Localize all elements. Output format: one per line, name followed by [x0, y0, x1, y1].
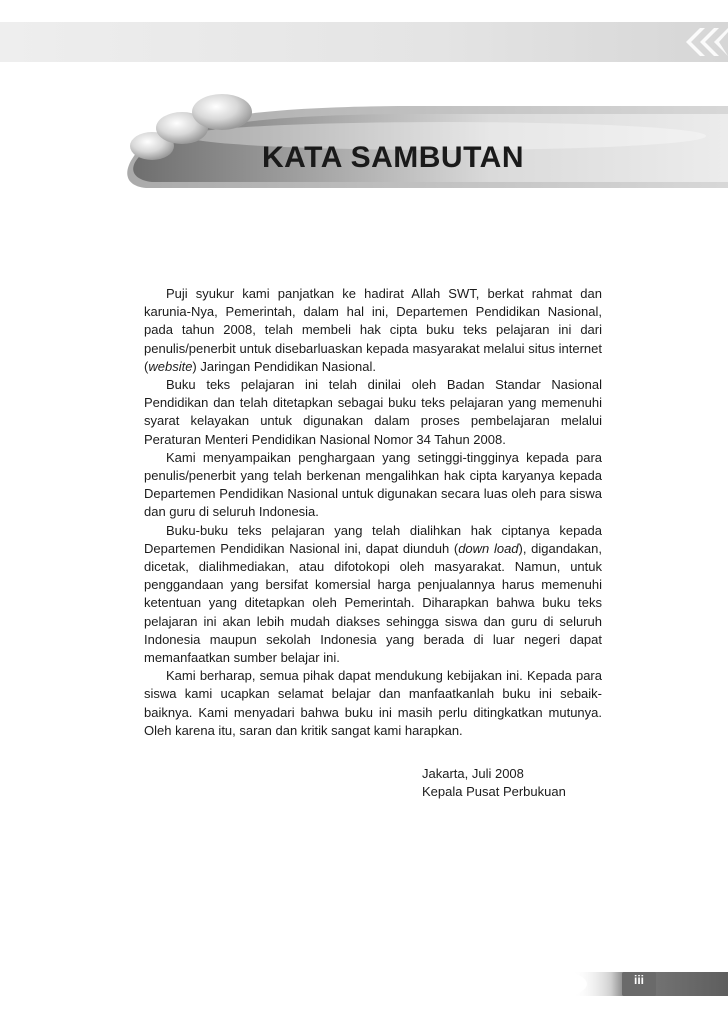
top-band-decoration	[0, 22, 728, 62]
paragraph: Kami menyampaikan penghargaan yang setinggi-tingginya kepada para penulis/penerbit yang telah berkenan mengalihkan hak cipta karyanya kepada Departemen Pendidikan Nasional untuk digunakan secara luas oleh para siswa dan guru di seluruh Indonesia.	[144, 449, 602, 520]
paragraph-text: Puji syukur kami panjatkan ke hadirat Allah SWT, berkat rahmat dan karunia-Nya, Pemerintah, dalam hal ini, Departemen Pendidikan Nasional, pada tahun 2008, telah membeli hak cipta buku teks pelajaran ini dari penulis/penerbit untuk disebarluaskan kepada masyarakat melalui situs internet (	[144, 286, 602, 374]
paragraph	[144, 285, 602, 376]
emphasis-text: down load	[458, 540, 519, 556]
foreword-body	[144, 285, 602, 740]
signature-place-date: Jakarta, Juli 2008	[422, 766, 524, 781]
paragraph-text: ) Jaringan Pendidikan Nasional.	[192, 358, 376, 374]
paragraph	[144, 522, 602, 668]
page-number: iii	[633, 973, 644, 987]
emphasis-text: website	[148, 358, 193, 374]
paragraph: Kami berharap, semua pihak dapat mendukung kebijakan ini. Kepada para siswa kami ucapkan selamat belajar dan manfaatkanlah buku ini sebaik-baiknya. Kami menyadari bahwa buku ini masih perlu ditingkatkan mutunya. Oleh karena itu, saran dan kritik sangat kami harapkan.	[144, 668, 602, 738]
signature-position: Kepala Pusat Perbukuan	[422, 784, 566, 800]
signature-block	[422, 765, 566, 802]
paragraph-text: ), digandakan, dicetak, dialihmediakan, atau difotokopi oleh masyarakat. Namun, untuk penggandaan yang bersifat komersial harga penjualannya harus memenuhi ketentuan yang ditetapkan oleh Pemerintah. Diharapkan bahwa buku teks pelajaran ini akan lebih mudah diakses sehingga siswa dan guru di seluruh Indonesia maupun sekolah Indonesia yang berada di luar negeri dapat memanfaatkan sumber belajar ini.	[144, 540, 602, 666]
paragraph: Buku teks pelajaran ini telah dinilai oleh Badan Standar Nasional Pendidikan dan telah ditetapkan sebagai buku teks pelajaran yang memenuhi syarat kelayakan untuk digunakan dalam proses pembelajaran melalui Peraturan Menteri Pendidikan Nasional Nomor 34 Tahun 2008.	[144, 377, 602, 447]
page-title: KATA SAMBUTAN	[262, 141, 525, 174]
paragraph-text: Buku-buku teks pelajaran yang telah dialihkan hak ciptanya kepada Departemen Pendidikan Nasional ini, dapat diunduh (	[144, 522, 602, 556]
